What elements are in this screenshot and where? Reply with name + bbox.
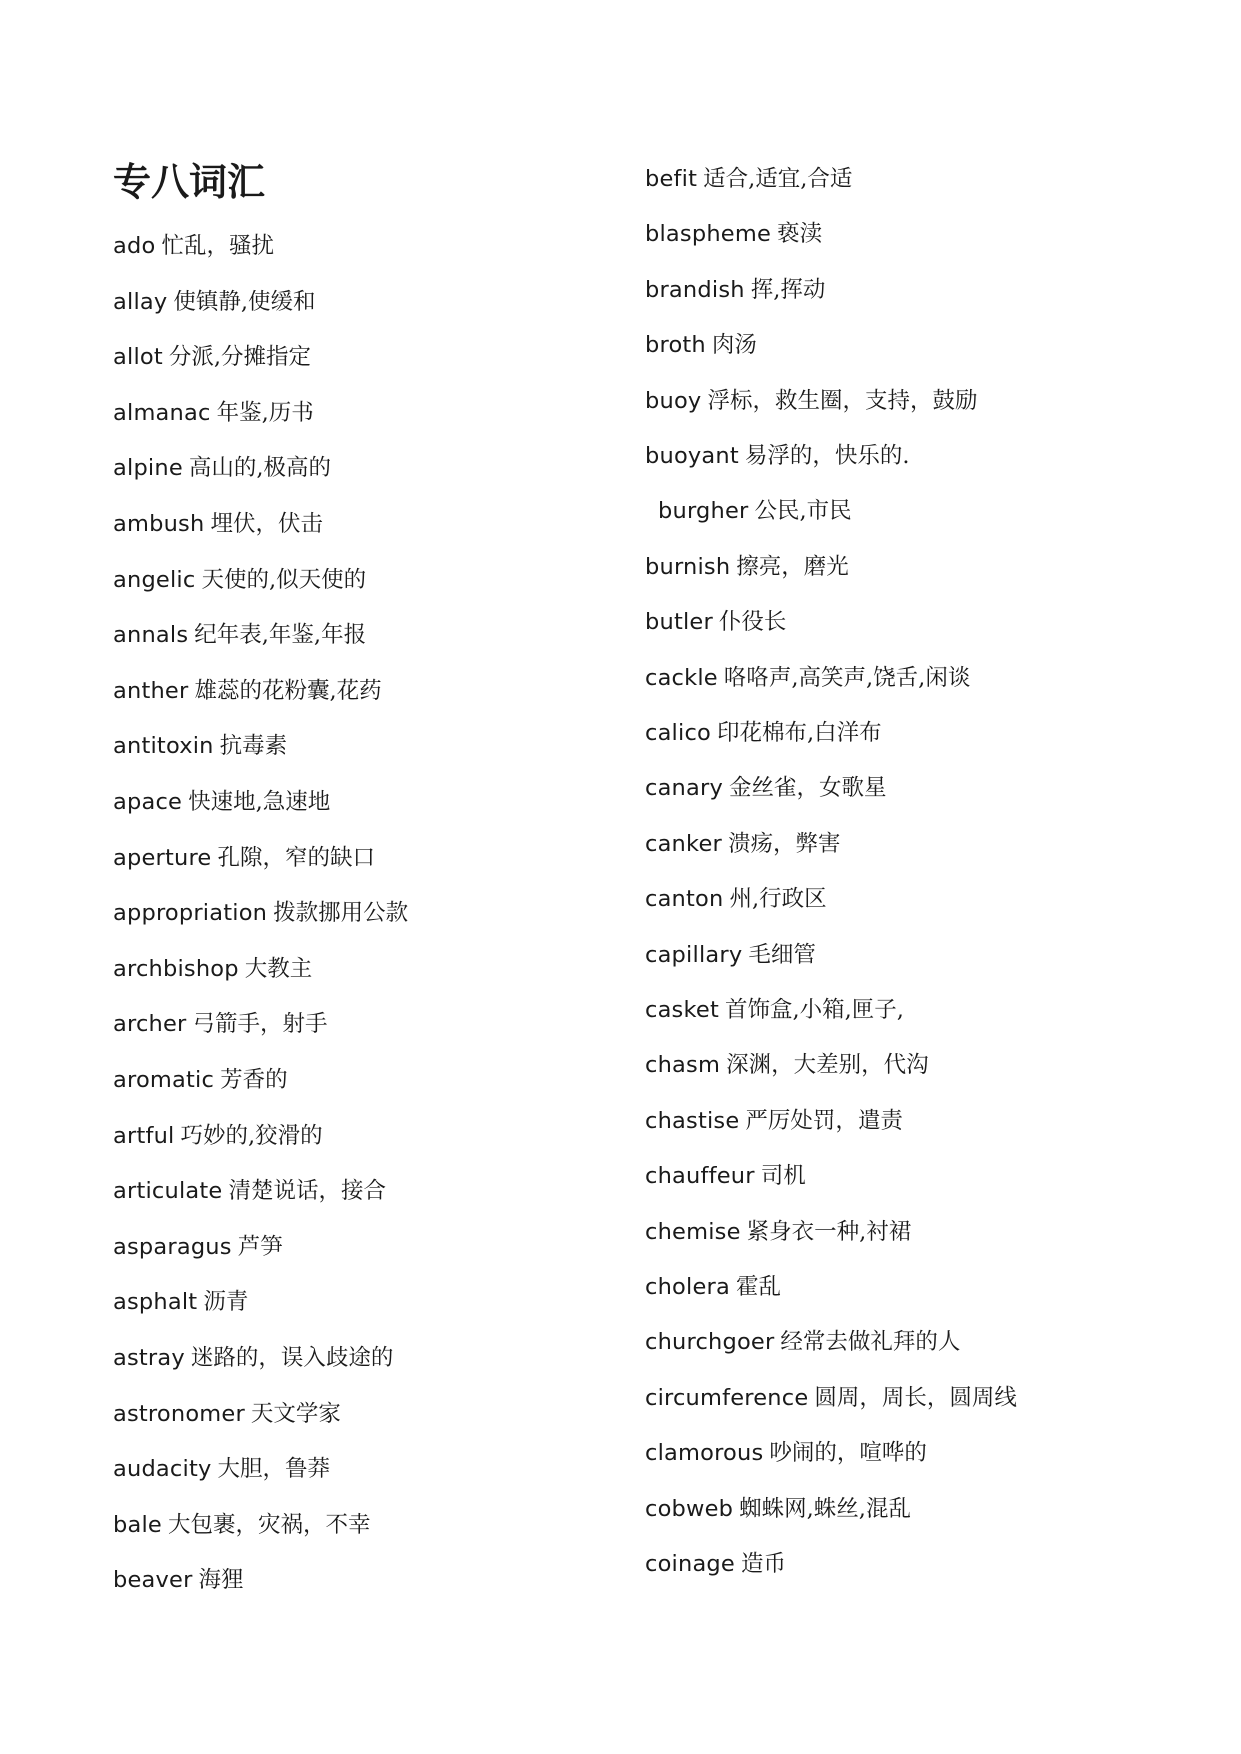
vocab-word: burgher xyxy=(658,498,749,525)
vocab-definition: 造币 xyxy=(740,1551,786,1577)
vocab-word: angelic xyxy=(113,566,196,593)
vocab-word: capillary xyxy=(645,941,743,968)
vocab-definition: 严厉处罚，遣责 xyxy=(745,1107,903,1134)
vocab-entry xyxy=(113,843,375,873)
vocab-definition: 大教主 xyxy=(244,955,313,982)
vocab-entry xyxy=(113,1343,393,1373)
vocab-definition: 忙乱，骚扰 xyxy=(161,233,274,259)
vocab-definition: 快速地,急速地 xyxy=(188,789,331,815)
vocab-definition: 埋伏，伏击 xyxy=(210,511,323,537)
vocab-word: befit xyxy=(645,166,698,192)
vocab-entry xyxy=(645,829,840,859)
vocab-word: ado xyxy=(113,233,156,259)
vocab-definition: 擦亮，磨光 xyxy=(736,553,849,580)
vocab-definition: 经常去做礼拜的人 xyxy=(780,1329,961,1356)
vocab-definition: 亵渎 xyxy=(777,221,823,248)
vocab-entry xyxy=(658,496,852,526)
vocab-entry xyxy=(113,565,366,595)
vocab-word: chastise xyxy=(645,1107,740,1134)
vocab-definition: 巧妙的,狡滑的 xyxy=(180,1122,323,1149)
vocab-definition: 大胆，鲁莽 xyxy=(217,1456,330,1483)
vocab-definition: 金丝雀，女歌星 xyxy=(728,775,887,802)
vocab-entry xyxy=(113,954,312,984)
vocab-definition: 仆役长 xyxy=(718,609,787,636)
vocab-definition: 浮标，救生圈，支持，鼓励 xyxy=(707,387,978,414)
vocab-entry xyxy=(645,164,852,194)
vocab-entry xyxy=(645,1050,929,1080)
vocab-definition: 芦笋 xyxy=(237,1233,283,1260)
vocab-entry xyxy=(645,1327,960,1357)
vocab-entry xyxy=(113,620,366,650)
vocab-word: astronomer xyxy=(113,1400,245,1427)
vocab-word: alpine xyxy=(113,455,183,482)
vocab-word: allot xyxy=(113,344,163,371)
vocab-word: cobweb xyxy=(645,1495,734,1522)
vocab-word: astray xyxy=(113,1345,185,1371)
vocab-word: apace xyxy=(113,789,183,815)
vocab-word: butler xyxy=(645,609,713,636)
vocab-entry xyxy=(645,1272,781,1302)
vocab-word: artful xyxy=(113,1122,175,1149)
vocab-definition: 印花棉布,白洋布 xyxy=(717,720,882,746)
vocab-word: canker xyxy=(645,830,722,857)
vocab-word: canary xyxy=(645,775,723,802)
vocab-entry xyxy=(113,1065,288,1095)
vocab-definition: 芳香的 xyxy=(220,1067,288,1093)
vocab-definition: 圆周，周长，圆周线 xyxy=(814,1384,1017,1411)
vocab-entry xyxy=(113,1399,341,1429)
vocab-definition: 使镇静,使缓和 xyxy=(173,288,316,315)
vocab-definition: 孔隙，窄的缺口 xyxy=(217,844,375,871)
vocab-word: asphalt xyxy=(113,1289,198,1316)
vocab-word: anther xyxy=(113,677,189,704)
vocab-entry xyxy=(113,1121,323,1151)
vocab-word: aperture xyxy=(113,844,212,871)
vocab-definition: 海狸 xyxy=(198,1567,244,1594)
vocab-entry xyxy=(113,1454,330,1484)
vocab-definition: 首饰盒,小箱,匣子, xyxy=(724,997,904,1023)
vocab-definition: 纪年表,年鉴,年报 xyxy=(194,622,367,649)
vocab-word: cholera xyxy=(645,1274,730,1300)
vocab-definition: 溃疡，弊害 xyxy=(727,830,841,857)
vocab-definition: 天使的,似天使的 xyxy=(201,566,367,593)
vocab-entry xyxy=(113,342,311,372)
vocab-definition: 年鉴,历书 xyxy=(216,399,314,426)
vocab-entry xyxy=(645,773,887,803)
vocab-definition: 拨款挪用公款 xyxy=(273,900,409,927)
vocab-definition: 雄蕊的花粉囊,花药 xyxy=(194,677,382,704)
vocab-definition: 沥青 xyxy=(203,1289,249,1316)
vocab-entry xyxy=(645,1106,903,1136)
vocab-definition: 大包裹，灾祸，不幸 xyxy=(167,1511,371,1538)
vocab-word: burnish xyxy=(645,553,731,580)
vocab-entry xyxy=(645,441,910,471)
vocab-word: ambush xyxy=(113,511,205,537)
vocab-entry xyxy=(113,787,330,817)
vocab-word: almanac xyxy=(113,399,211,426)
vocab-definition: 司机 xyxy=(760,1163,806,1190)
vocab-word: blaspheme xyxy=(645,221,771,248)
vocab-word: articulate xyxy=(113,1178,223,1205)
vocab-entry xyxy=(113,287,316,317)
vocab-entry xyxy=(113,509,323,539)
vocab-entry xyxy=(645,718,882,748)
vocab-definition: 州,行政区 xyxy=(729,886,827,913)
vocab-definition: 分派,分摊指定 xyxy=(168,344,312,371)
vocab-definition: 易浮的，快乐的. xyxy=(744,443,910,469)
vocab-word: buoy xyxy=(645,387,702,414)
vocab-word: aromatic xyxy=(113,1067,215,1093)
vocab-entry xyxy=(113,398,314,428)
vocab-definition: 迷路的，误入歧途的 xyxy=(190,1345,394,1371)
vocab-word: chasm xyxy=(645,1052,721,1079)
vocab-entry xyxy=(645,330,757,360)
vocab-definition: 公民,市民 xyxy=(754,498,852,525)
vocab-entry xyxy=(645,275,825,305)
vocab-entry xyxy=(645,386,977,416)
vocab-entry xyxy=(645,1549,786,1579)
vocab-word: appropriation xyxy=(113,900,268,927)
vocab-word: allay xyxy=(113,288,168,315)
vocab-definition: 天文学家 xyxy=(250,1400,341,1427)
vocab-entry xyxy=(113,1510,370,1540)
vocab-definition: 深渊，大差别，代沟 xyxy=(726,1052,929,1079)
vocab-word: coinage xyxy=(645,1551,735,1577)
vocab-entry xyxy=(645,995,904,1025)
vocab-entry xyxy=(113,1009,327,1039)
vocab-definition: 抗毒素 xyxy=(219,733,288,760)
page-title: 专八词汇 xyxy=(113,159,266,204)
vocab-definition: 弓箭手，射手 xyxy=(192,1011,328,1038)
vocab-entry xyxy=(113,1287,248,1317)
vocab-entry xyxy=(113,453,331,483)
vocab-entry xyxy=(113,1232,283,1262)
vocab-entry xyxy=(645,607,786,637)
vocab-entry xyxy=(645,1438,927,1468)
vocab-entry xyxy=(113,898,408,928)
vocab-word: cackle xyxy=(645,664,718,691)
vocab-definition: 咯咯声,高笑声,饶舌,闲谈 xyxy=(723,664,971,691)
vocab-word: annals xyxy=(113,622,189,649)
vocab-definition: 肉汤 xyxy=(711,332,757,359)
vocab-word: archbishop xyxy=(113,955,239,982)
vocab-definition: 适合,适宜,合适 xyxy=(703,166,853,192)
vocab-word: calico xyxy=(645,720,711,746)
vocab-definition: 蜘蛛网,蛛丝,混乱 xyxy=(739,1495,911,1522)
vocab-entry xyxy=(113,1565,244,1595)
vocab-entry xyxy=(645,1494,911,1524)
vocab-word: archer xyxy=(113,1011,187,1038)
vocab-entry xyxy=(113,231,274,261)
vocab-word: casket xyxy=(645,997,719,1023)
vocab-word: clamorous xyxy=(645,1440,764,1467)
vocab-word: chemise xyxy=(645,1218,741,1245)
vocab-entry xyxy=(645,663,970,693)
vocab-word: chauffeur xyxy=(645,1163,755,1190)
vocab-word: beaver xyxy=(113,1567,193,1594)
vocab-definition: 霍乱 xyxy=(735,1274,781,1300)
vocab-entry xyxy=(645,219,822,249)
vocab-word: audacity xyxy=(113,1456,212,1483)
vocab-word: buoyant xyxy=(645,443,739,469)
vocab-entry xyxy=(645,552,849,582)
vocab-word: canton xyxy=(645,886,724,913)
vocab-entry xyxy=(113,731,287,761)
vocab-word: churchgoer xyxy=(645,1329,775,1356)
vocab-entry xyxy=(113,676,382,706)
vocab-word: brandish xyxy=(645,276,745,303)
vocab-definition: 毛细管 xyxy=(748,941,816,968)
vocab-word: circumference xyxy=(645,1384,809,1411)
vocab-entry xyxy=(645,1161,806,1191)
vocab-entry xyxy=(645,1383,1017,1413)
vocab-entry xyxy=(645,1217,911,1247)
vocab-word: antitoxin xyxy=(113,733,214,760)
vocab-word: asparagus xyxy=(113,1233,232,1260)
vocab-entry xyxy=(113,1176,386,1206)
vocab-entry xyxy=(645,940,816,970)
vocab-definition: 紧身衣一种,衬裙 xyxy=(746,1218,912,1245)
vocab-definition: 吵闹的，喧哗的 xyxy=(769,1440,927,1467)
vocab-definition: 清楚说话，接合 xyxy=(228,1178,386,1205)
vocab-entry xyxy=(645,884,827,914)
vocab-word: broth xyxy=(645,332,706,359)
vocab-definition: 挥,挥动 xyxy=(750,276,826,303)
vocab-word: bale xyxy=(113,1511,162,1538)
vocab-definition: 高山的,极高的 xyxy=(188,455,332,482)
